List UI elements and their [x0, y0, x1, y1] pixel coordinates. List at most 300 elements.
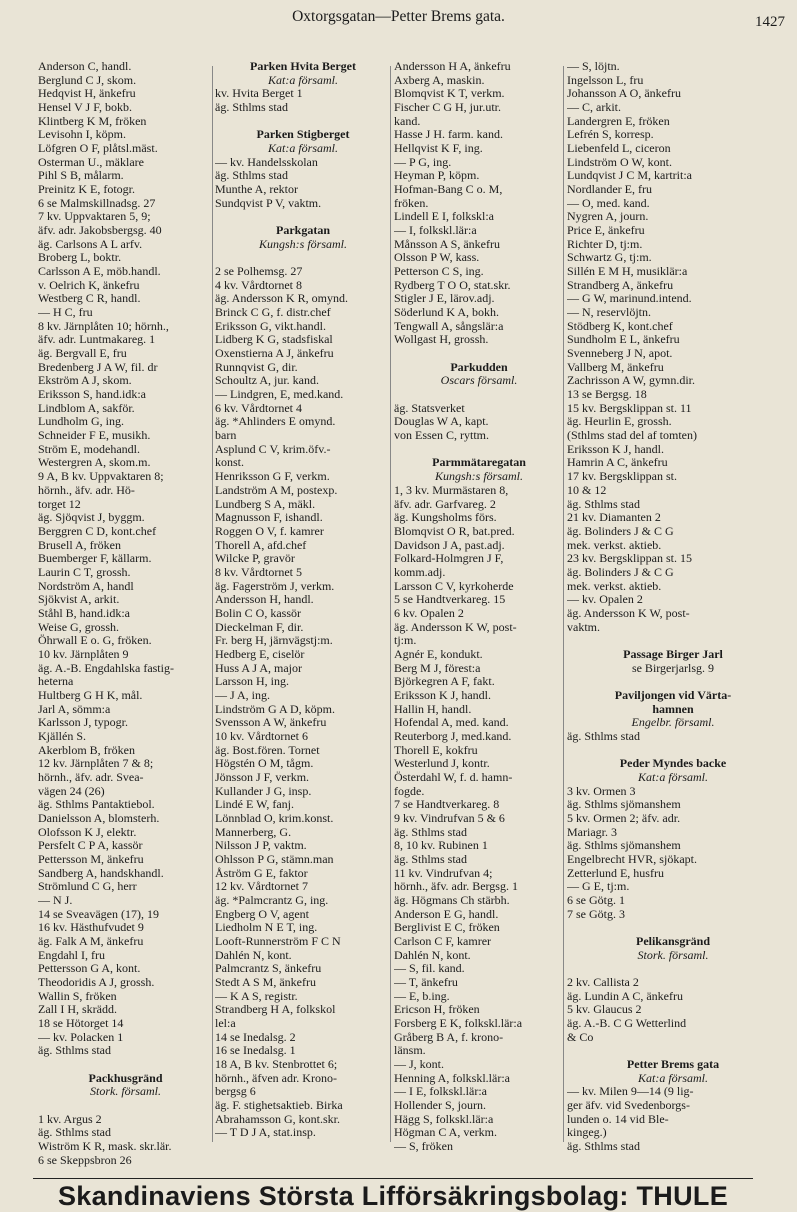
directory-line: Liedholm N E T, ing. [215, 921, 318, 935]
directory-line: Pettersson G A, kont. [38, 962, 141, 976]
directory-line: Andersson H, handl. [215, 593, 314, 607]
directory-line: Oxenstierna A J, änkefru [215, 347, 334, 361]
directory-line: Pettersson M, änkefru [38, 852, 144, 866]
directory-line: Anderson C, handl. [38, 60, 132, 73]
directory-line: Olofsson K J, elektr. [38, 825, 137, 839]
directory-line: äg. Heurlin E, grossh. [567, 415, 672, 429]
directory-line: Davidson J A, past.adj. [394, 538, 505, 552]
directory-line: Brusell A, fröken [38, 538, 121, 552]
directory-line: Sandberg A, handskhandl. [38, 866, 164, 880]
directory-line: Oscars församl. [440, 374, 518, 388]
directory-line: kingeg.) [567, 1126, 607, 1140]
directory-line: 14 se Sveavägen (17), 19 [38, 907, 159, 921]
directory-line: Heyman P, köpm. [394, 169, 480, 183]
directory-line: 3 kv. Ormen 3 [567, 784, 636, 798]
directory-line: Ståhl B, hand.idk:a [38, 606, 130, 620]
directory-line: — Lindgren, E, med.kand. [215, 388, 344, 402]
directory-line: Schneider F E, musikh. [38, 429, 151, 443]
directory-line: Parmmätaregatan [432, 456, 526, 470]
directory-line: — T D J A, stat.insp. [215, 1126, 316, 1140]
directory-line [394, 347, 564, 361]
directory-line: Kat:a församl. [267, 73, 338, 87]
directory-line: Olsson P W, kass. [394, 251, 480, 265]
directory-line: Högman C A, verkm. [394, 1126, 497, 1140]
directory-line: äg. Bergvall E, fru [38, 347, 127, 361]
directory-line: Eriksson S, hand.idk:a [38, 388, 146, 402]
directory-line: Bolin C O, kassör [215, 606, 302, 620]
directory-line: Lefrén S, korresp. [567, 128, 654, 142]
directory-line: Zall I H, skrädd. [38, 1003, 117, 1017]
directory-line: Högstén O M, tågm. [215, 757, 314, 771]
directory-line: — kv. Opalen 2 [567, 593, 643, 607]
directory-line: Brinck C G, f. distr.chef [215, 306, 331, 320]
directory-line: Wilcke P, gravör [215, 552, 295, 566]
directory-line: — J A, ing. [215, 688, 271, 702]
directory-line: Munthe A, rektor [215, 183, 298, 197]
directory-line: ger äfv. vid Svedenborgs- [567, 1099, 690, 1113]
directory-line: Ingelsson L, fru [567, 73, 644, 87]
directory-line: 16 kv. Hästhufvudet 9 [38, 921, 144, 935]
directory-line: Åström G E, faktor [215, 866, 308, 880]
directory-line: Larsson C V, kyrkoherde [394, 579, 514, 593]
directory-line: Sillén E M H, musiklär:a [567, 265, 688, 279]
directory-line: tj:m. [394, 634, 417, 648]
directory-line: Rydberg T O O, stat.skr. [394, 278, 511, 292]
directory-line: (Sthlms stad del af tomten) [567, 429, 697, 443]
directory-line: Preinitz K E, fotogr. [38, 183, 135, 197]
directory-line: Stigler J E, lärov.adj. [394, 292, 495, 306]
directory-line: äg. A.-B. C G Wetterlind [567, 1017, 687, 1031]
directory-line: heterna [38, 675, 74, 689]
directory-line: Mannerberg, G. [215, 825, 292, 839]
directory-line: bergsg 6 [215, 1085, 256, 1099]
directory-line: torget 12 [38, 497, 81, 511]
advertisement-banner: Skandinaviens Största Lifförsäkringsbolag: THULE [33, 1178, 753, 1212]
directory-line: Kjällén S. [38, 729, 86, 743]
directory-line: — kv. Milen 9—14 (9 lig- [567, 1085, 694, 1099]
directory-line: 5 se Handtverkareg. 15 [394, 593, 506, 607]
directory-line: kv. Hvita Berget 1 [215, 87, 303, 101]
directory-line: & Co [567, 1030, 594, 1044]
directory-line: Ohlsson P G, stämn.man [215, 852, 334, 866]
directory-column-1 [38, 60, 213, 1170]
directory-line: Kungsh:s församl. [258, 237, 347, 251]
directory-line [567, 744, 779, 758]
directory-line: 21 kv. Diamanten 2 [567, 511, 661, 525]
directory-line: Landström A M, postexp. [215, 483, 338, 497]
directory-line: mek. verkst. aktieb. [567, 579, 662, 593]
directory-line: Zachrisson A W, gymn.dir. [567, 374, 696, 388]
directory-line: — G E, tj:m. [567, 880, 630, 894]
directory-line: Engdahl I, fru [38, 948, 105, 962]
directory-line: Parken Hvita Berget [250, 60, 356, 73]
directory-line [215, 251, 391, 265]
directory-line: 6 se Malmskillnadsg. 27 [38, 196, 156, 210]
directory-line: Zetterlund E, husfru [567, 866, 664, 880]
directory-line: Tengwall A, sångslär:a [394, 319, 504, 333]
directory-line: Westergren A, skom.m. [38, 456, 151, 470]
directory-line: Blomqvist O R, bat.pred. [394, 524, 515, 538]
directory-line: 4 kv. Vårdtornet 8 [215, 278, 302, 292]
directory-line: Liebenfeld L, ciceron [567, 142, 671, 156]
directory-line: Engelbrecht HVR, sjökapt. [567, 852, 697, 866]
directory-line: äg. *Palmcrantz G, ing. [215, 893, 329, 907]
directory-line: äfv. adr. Garfvareg. 2 [394, 497, 496, 511]
directory-line: Hensel V J F, bokb. [38, 101, 132, 115]
directory-line: 16 se Inedalsg. 1 [215, 1044, 296, 1058]
directory-line: Söderlund K A, bokh. [394, 306, 499, 320]
directory-line: Lindblom A, sakför. [38, 401, 135, 415]
directory-line: Lundqvist J C M, kartrit:a [567, 169, 692, 183]
directory-line: Strandberg H A, folkskol [215, 1003, 336, 1017]
directory-line: Eriksson G, vikt.handl. [215, 319, 326, 333]
directory-line: Stedt A S M, änkefru [215, 976, 316, 990]
directory-line: 18 A, B kv. Stenbrottet 6; [215, 1058, 338, 1072]
directory-line: Fischer C G H, jur.utr. [394, 101, 501, 115]
directory-line: Kat:a församl. [637, 770, 708, 784]
directory-line: komm.adj. [394, 565, 446, 579]
directory-line: Schwartz G, tj:m. [567, 251, 652, 265]
directory-line: Petter Brems gata [626, 1058, 720, 1072]
directory-line: äg. Sthlms Pantaktiebol. [38, 798, 155, 812]
directory-line: 7 se Götg. 3 [567, 907, 625, 921]
directory-line: Passage Birger Jarl [623, 647, 723, 661]
directory-line: äfv. adr. Luntmakareg. 1 [38, 333, 156, 347]
directory-line: Österdahl W, f. d. hamn- [394, 770, 513, 784]
directory-line: Henriksson G F, verkm. [215, 470, 330, 484]
directory-line: 12 kv. Järnplåten 7 & 8; [38, 757, 154, 771]
directory-line: Osterman U., mäklare [38, 155, 144, 169]
directory-line: Svensson A W, änkefru [215, 716, 327, 730]
directory-line: 2 kv. Callista 2 [567, 976, 639, 990]
directory-line: Stork. församl. [637, 948, 709, 962]
directory-line: 9 kv. Vindrufvan 5 & 6 [394, 811, 505, 825]
directory-line: vägen 24 (26) [38, 784, 105, 798]
directory-line: Vallberg M, änkefru [567, 360, 664, 374]
directory-line: Carlsson A E, möb.handl. [38, 265, 161, 279]
directory-line: — G W, marinund.intend. [567, 292, 692, 306]
directory-line: — O, med. kand. [567, 196, 650, 210]
directory-line: Nilsson J P, vaktm. [215, 839, 307, 853]
directory-line: hörnh., äfv. adr. Svea- [38, 770, 144, 784]
directory-line: Packhusgränd [88, 1071, 163, 1085]
directory-line [567, 921, 779, 935]
directory-line: fogde. [394, 784, 425, 798]
directory-line: 10 & 12 [567, 483, 607, 497]
directory-line: 11 kv. Vindrufvan 4; [394, 866, 493, 880]
directory-line: Wiström K R, mask. skr.lär. [38, 1140, 172, 1154]
directory-line: fröken. [394, 196, 429, 210]
directory-column-3 [394, 60, 564, 1170]
directory-line: Petterson C S, ing. [394, 265, 484, 279]
directory-line: Hultberg G H K, mål. [38, 688, 143, 702]
directory-line: äg. Sthlms stad [38, 1126, 112, 1140]
directory-line: Eriksson K J, handl. [567, 442, 664, 456]
directory-line: äg. Sthlms stad [215, 169, 289, 183]
directory-line: — N, reservlöjtn. [567, 306, 651, 320]
directory-line: Strandberg A, änkefru [567, 278, 674, 292]
directory-line: äg. Sthlms stad [567, 497, 641, 511]
directory-line: Palmcrantz S, änkefru [215, 962, 322, 976]
directory-line: 10 kv. Vårdtornet 6 [215, 729, 308, 743]
directory-line: 1 kv. Argus 2 [38, 1112, 102, 1126]
directory-line: — E, b.ing. [394, 989, 450, 1003]
directory-line [567, 962, 779, 976]
directory-line: Andersson H A, änkefru [394, 60, 511, 73]
directory-line: Fr. berg H, järnvägstj:m. [215, 634, 333, 648]
directory-line: 2 se Polhemsg. 27 [215, 265, 303, 279]
directory-line: Lindström G A D, köpm. [215, 702, 336, 716]
directory-line: äg. Sthlms stad [567, 1140, 641, 1154]
directory-line: 6 kv. Opalen 2 [394, 606, 464, 620]
directory-line: Laurin C T, grossh. [38, 565, 131, 579]
directory-line: 9 A, B kv. Uppvaktaren 8; [38, 470, 164, 484]
directory-line: Strömlund C G, herr [38, 880, 137, 894]
directory-line: hamnen [652, 702, 694, 716]
directory-line: äg. Statsverket [394, 401, 465, 415]
directory-line: barn [215, 429, 237, 443]
directory-line: Ekström A J, skom. [38, 374, 132, 388]
directory-line [567, 675, 779, 689]
page-number: 1427 [755, 14, 785, 30]
directory-line: Sundqvist P V, vaktm. [215, 196, 322, 210]
directory-line: Dieckelman F, dir. [215, 620, 304, 634]
directory-line: 14 se Inedalsg. 2 [215, 1030, 296, 1044]
directory-line: Svenneberg J N, apot. [567, 347, 673, 361]
directory-line: Nygren A, journ. [567, 210, 649, 224]
directory-line: Berglivist E C, fröken [394, 921, 500, 935]
page-header [0, 6, 797, 30]
directory-line: äg. Sjöqvist J, byggm. [38, 511, 145, 525]
directory-line: äfv. adr. Jakobsbergsg. 40 [38, 224, 162, 238]
directory-line: Hellqvist K F, ing. [394, 142, 483, 156]
directory-line: äg. Sthlms sjömanshem [567, 798, 681, 812]
directory-line: Parkgatan [276, 224, 330, 238]
directory-line: Dahlén N, kont. [394, 948, 471, 962]
directory-line: äg. Bolinders J & C G [567, 565, 674, 579]
directory-line: äg. Andersson K W, post- [394, 620, 517, 634]
directory-line: Ericson H, fröken [394, 1003, 480, 1017]
directory-line: — S, fröken [394, 1140, 453, 1154]
directory-line: Wollgast H, grossh. [394, 333, 489, 347]
directory-line: Lundholm G, ing. [38, 415, 124, 429]
directory-line: Asplund C V, krim.öfv.- [215, 442, 331, 456]
page-title: Oxtorgsgatan—Petter Brems gata. [292, 8, 505, 25]
directory-line: Lidberg K G, stadsfiskal [215, 333, 333, 347]
directory-line: 17 kv. Bergsklippan st. [567, 470, 677, 484]
directory-line: Thorell E, kokfru [394, 743, 478, 757]
directory-line: Henning A, folkskl.lär:a [394, 1071, 510, 1085]
directory-line: 6 se Skeppsbron 26 [38, 1153, 132, 1167]
directory-line: Peder Myndes backe [619, 757, 727, 771]
directory-line: Ström E, modehandl. [38, 442, 140, 456]
directory-line: Hofman-Bang C o. M, [394, 183, 503, 197]
directory-line [394, 443, 564, 457]
directory-line: 18 se Hötorget 14 [38, 1017, 124, 1031]
directory-line: äg. Falk A M, änkefru [38, 935, 144, 948]
directory-line: lunden o. 14 vid Ble- [567, 1112, 669, 1126]
directory-line: äg. Lundin A C, änkefru [567, 989, 683, 1003]
directory-line: Hallin H, handl. [394, 702, 472, 716]
directory-line: Sjökvist A, arkit. [38, 593, 120, 607]
directory-line: Engelbr. församl. [631, 716, 715, 730]
directory-line: v. Oelrich K, änkefru [38, 278, 140, 292]
directory-line: äg. *Ahlinders E omynd. [215, 415, 336, 429]
directory-line: Magnusson F, ishandl. [215, 511, 323, 525]
directory-line: — N J. [38, 893, 73, 907]
directory-line: Månsson A S, änkefru [394, 237, 500, 251]
directory-line: lel:a [215, 1017, 236, 1031]
directory-line: Löfgren O F, plåtsl.mäst. [38, 142, 158, 156]
directory-line: Berglund C J, skom. [38, 73, 137, 87]
directory-line: 5 kv. Ormen 2; äfv. adr. [567, 811, 681, 825]
directory-line: Pihl S B, målarm. [38, 169, 124, 183]
directory-line: Schoultz A, jur. kand. [215, 374, 319, 388]
directory-line: 15 kv. Bergsklippan st. 11 [567, 401, 692, 415]
directory-line: Lindell E I, folkskl:a [394, 210, 494, 224]
directory-line: mek. verkst. aktieb. [567, 538, 662, 552]
directory-line: Hamrin A C, änkefru [567, 456, 668, 470]
directory-line: Thorell A, afd.chef [215, 538, 307, 552]
directory-line: äg. Bolinders J & C G [567, 524, 674, 538]
directory-line: äg. A.-B. Engdahlska fastig- [38, 661, 174, 675]
directory-line: Weise G, grossh. [38, 620, 120, 634]
directory-line: — kv. Handelsskolan [215, 155, 318, 169]
directory-line: Danielsson A, blomsterh. [38, 811, 160, 825]
directory-line: Jarl A, sömm:a [38, 702, 111, 716]
directory-line: Runnqvist G, dir. [215, 360, 298, 374]
directory-line: Hollender S, journ. [394, 1099, 486, 1113]
directory-line: äg. Sthlms stad [394, 852, 468, 866]
directory-line: Parken Stigberget [256, 128, 350, 142]
directory-line: Paviljongen vid Värta- [614, 688, 732, 702]
directory-line [567, 634, 779, 648]
directory-line: — S, fil. kand. [394, 962, 465, 976]
directory-line: Öhrwall E o. G, fröken. [38, 634, 152, 648]
directory-line: Looft-Runnerström F C N [215, 935, 341, 948]
directory-line: Hedberg E, ciselör [215, 647, 305, 661]
directory-line: — kv. Polacken 1 [38, 1030, 124, 1044]
directory-line: Lönnblad O, krim.konst. [215, 811, 334, 825]
directory-line: Lindé E W, fanj. [215, 798, 294, 812]
directory-line: — T, änkefru [394, 976, 458, 990]
directory-line: Björkegren A F, fakt. [394, 675, 495, 689]
directory-line: Westberg C R, handl. [38, 292, 141, 306]
directory-line: Bredenberg J A W, fil. dr [38, 360, 158, 374]
directory-line: Price E, änkefru [567, 224, 645, 238]
directory-line: 23 kv. Bergsklippan st. 15 [567, 552, 692, 566]
directory-line: Engberg O V, agent [215, 907, 309, 921]
directory-line: — I E, folkskl.lär:a [394, 1085, 487, 1099]
directory-line: Lindström O W, kont. [567, 155, 673, 169]
directory-line: 5 kv. Glaucus 2 [567, 1003, 642, 1017]
directory-line: 8, 10 kv. Rubinen 1 [394, 839, 488, 853]
directory-line: Buemberger F, källarm. [38, 552, 152, 566]
directory-line: 7 se Handtverkareg. 8 [394, 798, 500, 812]
directory-line: hörnh., äfven adr. Krono- [215, 1071, 337, 1085]
directory-line: Berg M J, förest:a [394, 661, 481, 675]
directory-line: äg. Bost.fören. Tornet [215, 743, 320, 757]
directory-line: äg. Sthlms stad [394, 825, 468, 839]
directory-line: Sundholm E L, änkefru [567, 333, 680, 347]
directory-line: 10 kv. Järnplåten 9 [38, 647, 129, 661]
directory-line: äg. Andersson K W, post- [567, 606, 690, 620]
directory-line: Johansson A O, änkefru [567, 87, 681, 101]
directory-line: kand. [394, 114, 421, 128]
directory-line: äg. Carlsons A L arfv. [38, 237, 143, 251]
directory-line: Kat:a församl. [267, 142, 338, 156]
directory-line: Kungsh:s församl. [434, 470, 523, 484]
directory-line: Westerlund J, kontr. [394, 757, 490, 771]
directory-line: Stödberg K, kont.chef [567, 319, 673, 333]
directory-line: — K A S, registr. [215, 989, 298, 1003]
directory-line [38, 1058, 213, 1072]
directory-line: Stork. församl. [89, 1085, 161, 1099]
directory-line: äg. Fagerström J, verkm. [215, 579, 335, 593]
directory-line: konst. [215, 456, 245, 470]
directory-line: Levisohn I, köpm. [38, 128, 126, 142]
directory-line: Richter D, tj:m. [567, 237, 643, 251]
directory-line: Hofendal A, med. kand. [394, 716, 509, 730]
directory-line: äg. Högmans Ch stärbh. [394, 893, 510, 907]
directory-line: — C, arkit. [567, 101, 621, 115]
directory-line [215, 115, 391, 129]
directory-line: Kullander J G, insp. [215, 784, 312, 798]
directory-line: Klintberg K M, fröken [38, 114, 147, 128]
directory-line: Axberg A, maskin. [394, 73, 485, 87]
directory-line: — H C, fru [38, 306, 93, 320]
directory-line: Wallin S, fröken [38, 989, 117, 1003]
directory-line: Akerblom B, fröken [38, 743, 135, 757]
directory-line: Pelikansgränd [635, 935, 710, 948]
directory-line: hörnh., äfv. adr. Bergsg. 1 [394, 880, 518, 894]
directory-line [38, 1099, 213, 1113]
directory-line: — J, kont. [394, 1058, 445, 1072]
directory-line: Eriksson K J, handl. [394, 688, 491, 702]
directory-line: äg. Kungsholms förs. [394, 511, 497, 525]
directory-line: Hedqvist H, änkefru [38, 87, 136, 101]
directory-line: Parkudden [450, 360, 508, 374]
directory-line: — I, folkskl.lär:a [394, 224, 477, 238]
directory-line: vaktm. [567, 620, 600, 634]
directory-line: länsm. [394, 1044, 426, 1058]
directory-line: Blomqvist K T, verkm. [394, 87, 505, 101]
directory-line: Folkard-Holmgren J F, [394, 552, 504, 566]
directory-line: Hasse J H. farm. kand. [394, 128, 503, 142]
directory-line: Theodoridis A J, grossh. [38, 976, 155, 990]
directory-line: Nordlander E, fru [567, 183, 652, 197]
directory-line: 6 kv. Vårdtornet 4 [215, 401, 302, 415]
directory-line: Nordström A, handl [38, 579, 134, 593]
directory-line: 13 se Bergsg. 18 [567, 388, 647, 402]
directory-line: Larsson H, ing. [215, 675, 289, 689]
directory-line: Dahlén N, kont. [215, 948, 292, 962]
directory-line: hörnh., äfv. adr. Hö- [38, 483, 135, 497]
directory-line: von Essen C, ryttm. [394, 429, 489, 443]
directory-line [567, 1044, 779, 1058]
directory-line: 7 kv. Uppvaktaren 5, 9; [38, 210, 151, 224]
directory-line: Anderson E G, handl. [394, 907, 499, 921]
directory-line: 12 kv. Vårdtornet 7 [215, 880, 308, 894]
directory-line [215, 210, 391, 224]
directory-line: Broberg L, boktr. [38, 251, 122, 265]
directory-line: Berggren C D, kont.chef [38, 524, 157, 538]
directory-column-4 [567, 60, 779, 1170]
directory-line: Reuterborg J, med.kand. [394, 729, 512, 743]
directory-line: Mariagr. 3 [567, 825, 617, 839]
directory-line: Jönsson J F, verkm. [215, 770, 310, 784]
directory-line: äg. Andersson K R, omynd. [215, 292, 348, 306]
